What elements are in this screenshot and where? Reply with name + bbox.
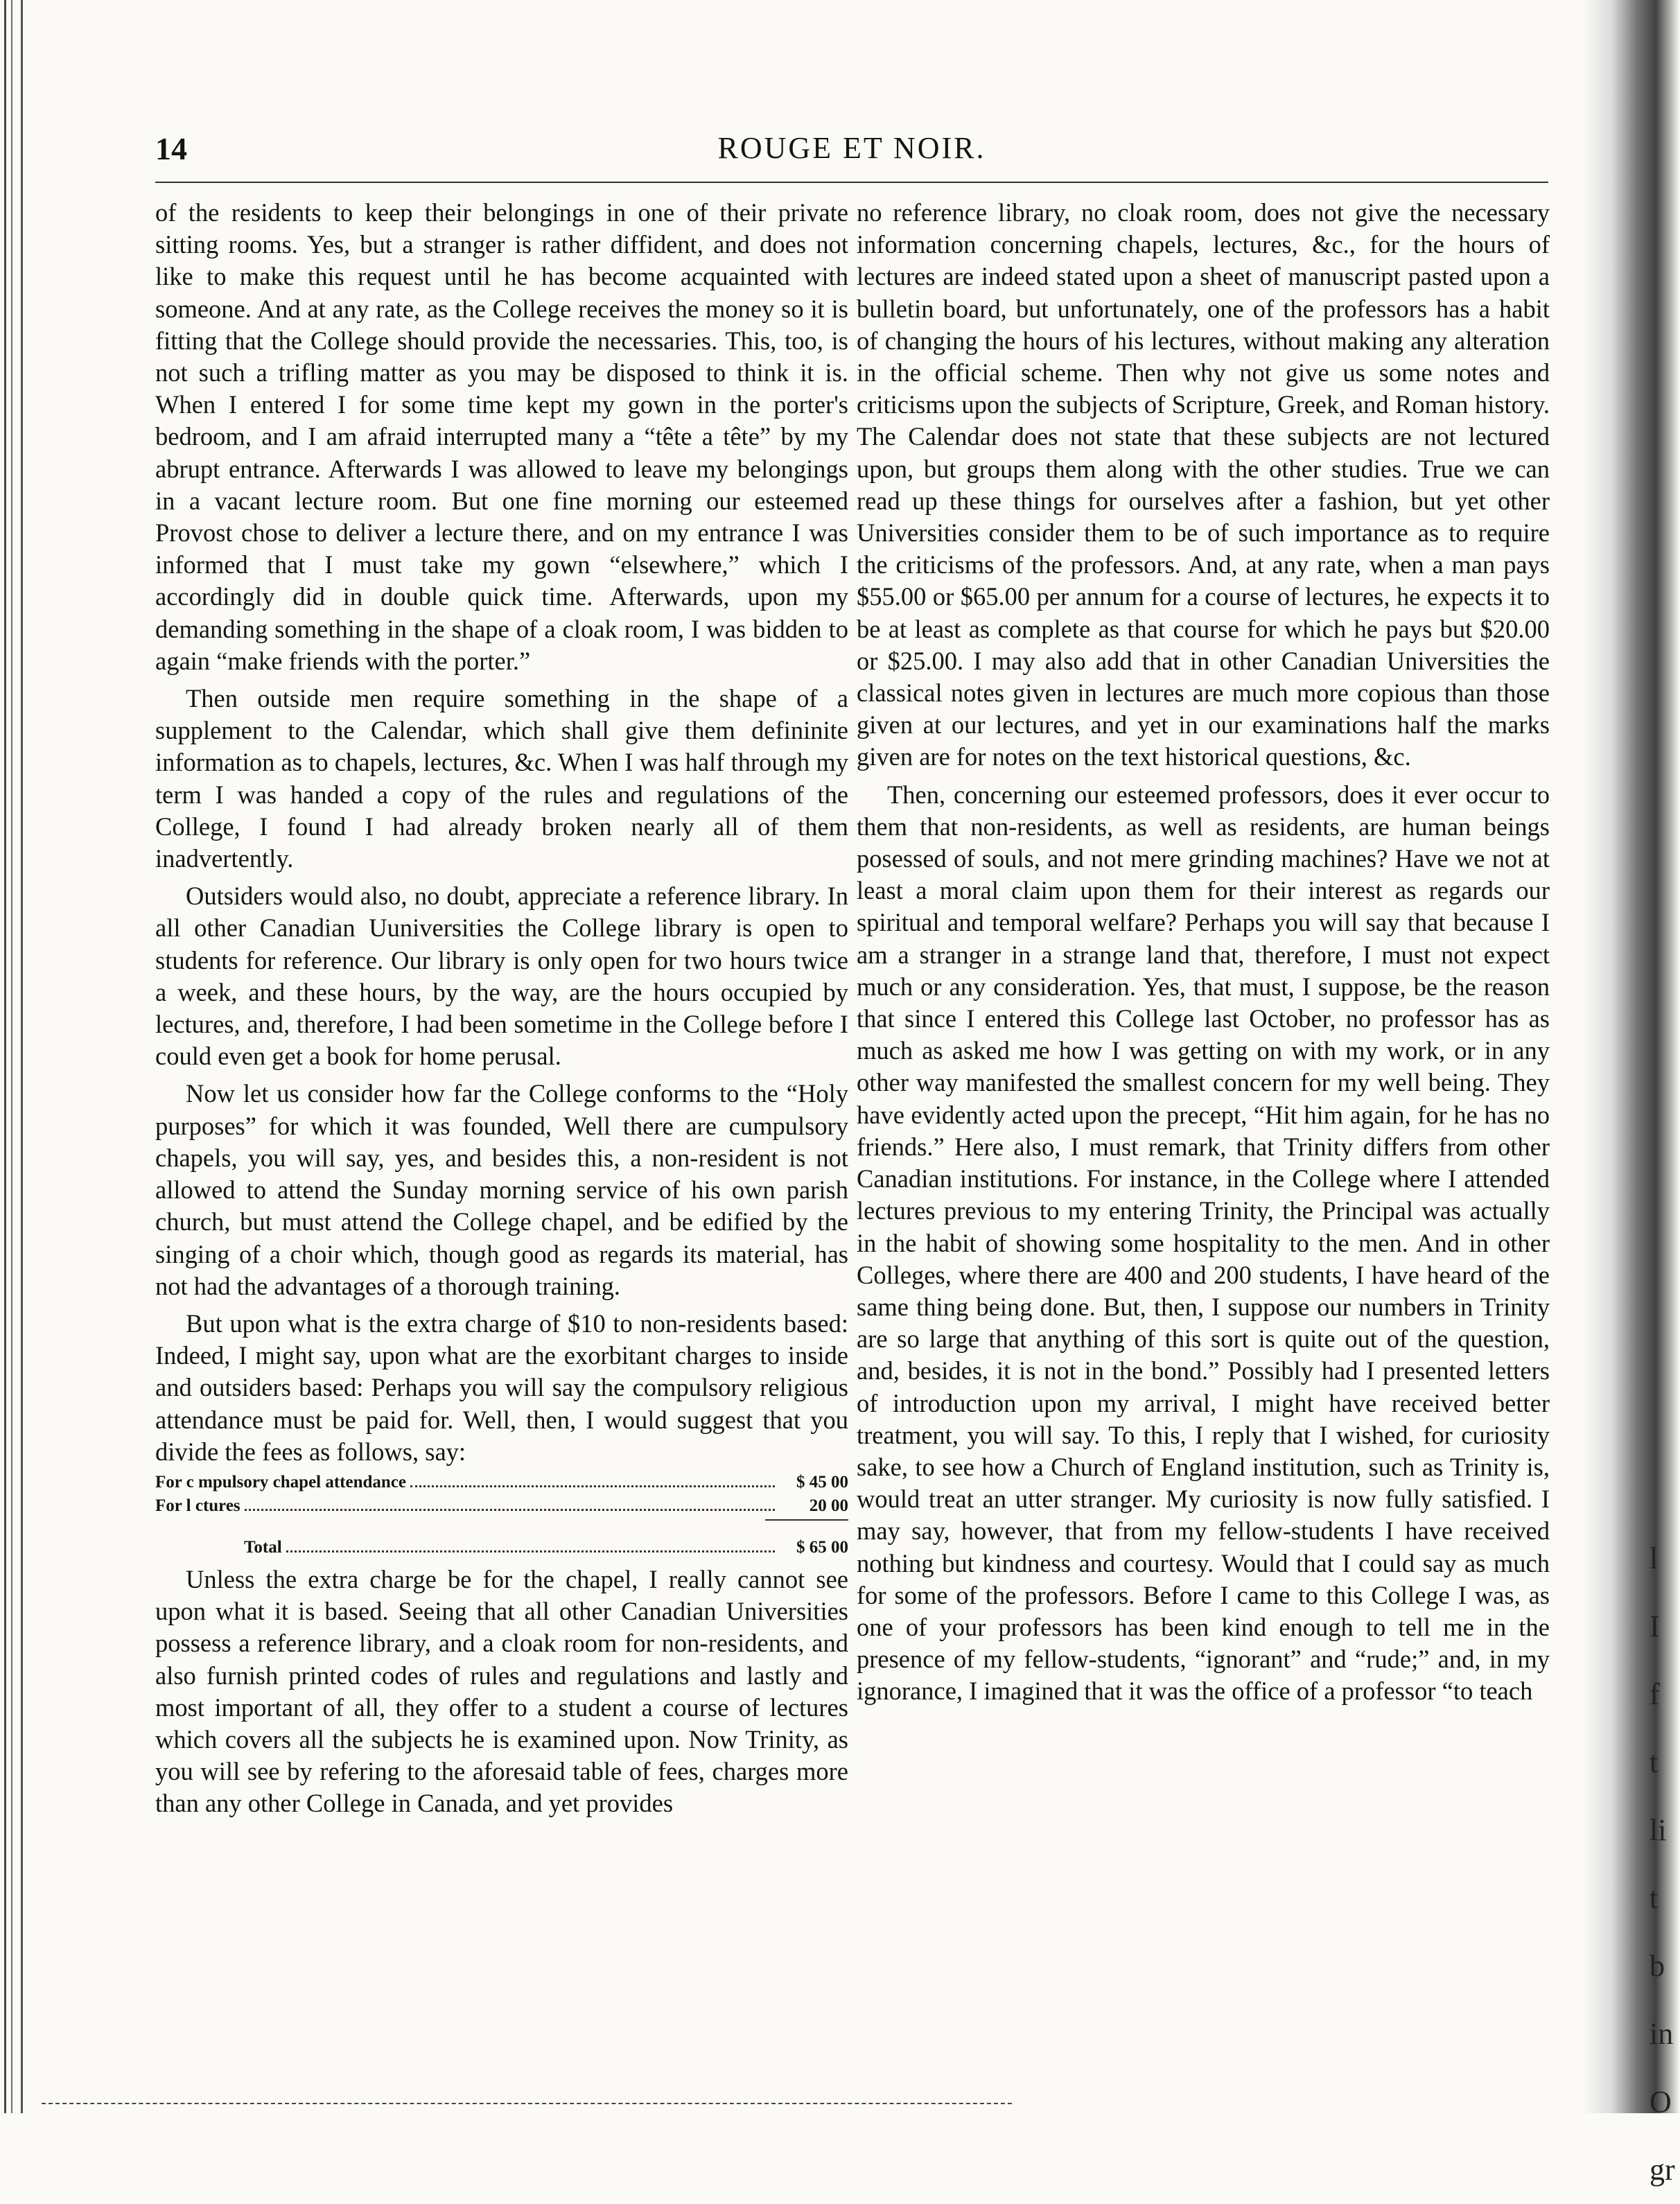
- paragraph: Outsiders would also, no doubt, appreciate a reference library. In all other Canadian Uuniversities the College library is open to students for reference. Our library is only open for two hours twice a week, and these hours, by the way, are the hours occupied by lectures, and, therefore, I had been sometime in the College before I could even get a book for home perusal.: [155, 882, 848, 1071]
- leader-dots: [410, 1485, 775, 1487]
- fee-label: For l ctures: [155, 1496, 240, 1515]
- header-rule: [155, 182, 1548, 183]
- edge-fragment: I: [1650, 1609, 1660, 1643]
- edge-fragment: gr: [1650, 2153, 1675, 2187]
- leader-dots: [286, 1550, 775, 1553]
- fee-amount: 20 00: [809, 1496, 848, 1515]
- edge-fragment: f: [1650, 1677, 1660, 1711]
- bottom-scan-edge: [42, 2103, 1012, 2104]
- scan-binding-shadow: [0, 0, 50, 2113]
- paragraph: Then, concerning our esteemed professors, does it ever occur to them that non-residents, as well as residents, are human beings posessed of souls, and not mere grinding machines? Have we not at least a moral claim upon them for their interest as regards our spiritual and temporal welfare? Perhaps you will say that because I am a stranger in a strange land that, therefore, I must not expect much or any consideration. Yes, that must, I suppose, be the reason that since I entered this College last October, no professor has as much as asked me how I was getting on with my work, or in any other way manifested the smallest concern for my well being. They have evidently acted upon the precept, “Hit him again, for he has no friends.” Here also, I must remark, that Trinity differs from other Canadian institutions. For instance, in the College where I attended lectures previous to my entering Trinity, the Principal was actually in the habit of showing some hospitality to the men. And in other Colleges, where there are 400 and 200 students, I have heard of the same thing being done. But, then, I suppose our numbers in Trinity are so large that anything of this sort is quite out of the question, and, besides, it is not in the bond.” Possibly had I presented letters of introduction upon my arrival, I might have received better treatment, you will say. To this, I reply that I wished, for curiosity sake, to see how a Church of England institution, such as Trinity is, would treat an utter stranger. My curiosity is now fully satisfied. I may say, however, that from my fellow-students I have received nothing but kindness and courtesy. Would that I could say as much for some of the professors. Before I came to this College I was, as one of your professors has been kind enough to tell me in the presence of my fellow-students, “ignorant” and “rude;” and, in my ignorance, I imagined that it was the office of a professor “to teach: [857, 780, 1550, 1706]
- page-number: 14: [155, 131, 187, 166]
- fee-label: For c mpulsory chapel attendance: [155, 1472, 407, 1492]
- left-column: [155, 197, 848, 1820]
- paragraph: Unless the extra charge be for the chapel, I really cannot see upon what it is based. Seeing that all other Canadian Universities possess a reference library, and a cloak room for non-residents, and also furnish printed codes of rules and regulations and lastly and most important of all, they offer to a student a course of lectures which covers all the subjects he is examined upon. Now Trinity, as you will see by refering to the aforesaid table of fees, charges more than any other College in Canada, and yet provides: [155, 1564, 848, 1818]
- sum-rule: [765, 1519, 848, 1521]
- facing-page-fragments: [1650, 1525, 1680, 2204]
- edge-fragment: t: [1650, 1881, 1659, 1915]
- edge-fragment: li: [1650, 1813, 1667, 1847]
- fee-row: [155, 1471, 848, 1494]
- edge-fragment: t: [1650, 1745, 1659, 1779]
- fee-total-label: Total: [244, 1537, 282, 1557]
- paragraph: Then outside men require something in the shape of a supplement to the Calendar, which shall give them defininite information as to chapels, lectures, &c. When I was half through my term I was handed a copy of the rules and regulations of the College, I found I had already broken nearly all of them inadvertently.: [155, 684, 848, 873]
- page-header: [155, 130, 1548, 175]
- paragraph: of the residents to keep their belongings in one of their private sitting rooms. Yes, but a stranger is rather diffident, and does not like to make this request until he has become acquainted with someone. And at any rate, as the College receives the money so it is fitting that the College should provide the necessaries. This, too, is not such a trifling matter as you may be disposed to think it is. When I entered I for some time kept my gown in the porter's bedroom, and I am afraid interrupted many a “tête a tête” by my abrupt entrance. Afterwards I was allowed to leave my belongings in a vacant lecture room. But one fine morning our esteemed Provost chose to deliver a lecture there, and on my entrance I was informed that I must take my gown “elsewhere,” which I accordingly did in double quick time. Afterwards, upon my demanding something in the shape of a cloak room, I was bidden to again “make friends with the porter.”: [155, 198, 848, 675]
- edge-fragment: in: [1650, 2017, 1674, 2051]
- paragraph: no reference library, no cloak room, does not give the necessary information concerning chapels, lectures, &c., for the hours of lectures are indeed stated upon a sheet of manuscript pasted upon a bulletin board, but unfortunately, one of the professors has a habit of changing the hours of his lectures, without making any alteration in the official scheme. Then why not give us some notes and criticisms upon the subjects of Scripture, Greek, and Roman history. The Calendar does not state that these subjects are not lectured upon, but groups them along with the other studies. True we can read up these things for ourselves after a fashion, but yet other Universities consider them to be of such importance as to require the criticisms of the professors. And, at any rate, when a man pays $55.00 or $65.00 per annum for a course of lectures, he expects it to be at least as complete as that course for which he pays but $20.00 or $25.00. I may also add that in other Canadian Universities the classical notes given in lectures are much more copious than those given at our lectures, and yet in our examinations half the marks given are for notes on the text historical questions, &c.: [857, 198, 1550, 771]
- edge-fragment: l: [1650, 1541, 1659, 1575]
- fee-amount: $ 45 00: [796, 1472, 848, 1492]
- fee-total-amount: $ 65 00: [796, 1537, 848, 1557]
- leader-dots: [245, 1509, 775, 1511]
- fee-table: [155, 1471, 848, 1559]
- running-title: ROUGE ET NOIR.: [717, 131, 986, 165]
- right-column: [857, 197, 1550, 1708]
- paragraph: But upon what is the extra charge of $10 to non-residents based: Indeed, I might say, upon what are the exorbitant charges to inside and outsiders based: Perhaps you will say the compulsory religious attendance must be paid for. Well, then, I would suggest that you divide the fees as follows, say:: [155, 1309, 848, 1466]
- paragraph: Now let us consider how far the College conforms to the “Holy purposes” for which it was founded, Well there are cumpulsory chapels, you will say, yes, and besides this, a non-resident is not allowed to attend the Sunday morning service of his own parish church, but must attend the College chapel, and be edified by the singing of a choir which, though good as regards its material, has not had the advantages of a thorough training.: [155, 1079, 848, 1300]
- edge-fragment: b: [1650, 1949, 1665, 1983]
- fee-row: [155, 1494, 848, 1518]
- edge-fragment: O: [1650, 2085, 1672, 2119]
- fee-total-row: [155, 1536, 848, 1559]
